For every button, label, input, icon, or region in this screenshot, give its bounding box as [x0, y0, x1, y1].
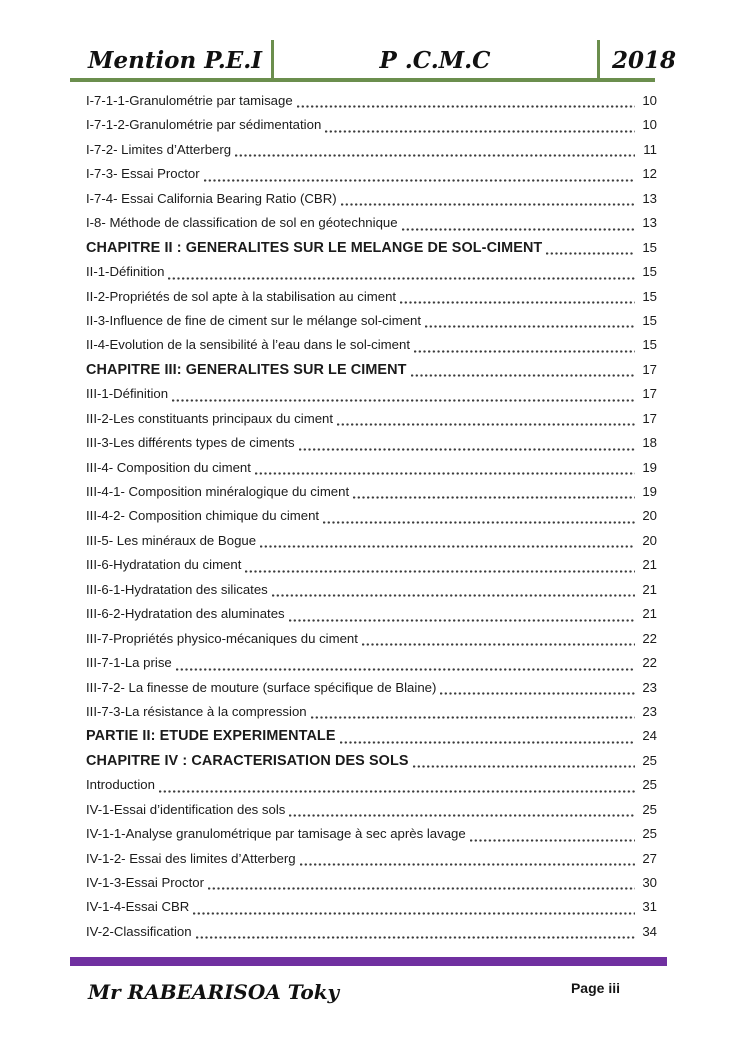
dot-leader — [168, 277, 635, 280]
toc-entry-page: 15 — [642, 264, 657, 280]
toc-entry-label: I-7-1-1-Granulométrie par tamisage — [86, 93, 293, 108]
header-rule — [70, 78, 655, 82]
dot-leader — [289, 814, 635, 817]
toc-entry — [86, 895, 657, 919]
toc-entry — [86, 773, 657, 797]
toc-entry-label: III-6-1-Hydratation des silicates — [86, 581, 268, 597]
toc-entry-page: 13 — [642, 190, 657, 206]
toc-entry-page: 25 — [642, 801, 657, 817]
toc-entry-label: I-7-1-2-Granulométrie par sédimentation — [86, 117, 322, 133]
dot-leader — [245, 570, 635, 573]
dot-leader — [402, 228, 635, 231]
dot-leader — [325, 130, 635, 133]
dot-leader — [400, 301, 635, 304]
toc-entry-page: 10 — [642, 117, 657, 133]
toc-entry-label: III-7-1-La prise — [86, 655, 172, 671]
toc-entry — [86, 724, 657, 748]
toc-entry-label: PARTIE II: ETUDE EXPERIMENTALE — [86, 728, 336, 745]
toc-entry — [86, 162, 657, 186]
toc-entry-page: 20 — [642, 508, 657, 524]
toc-entry-label: III-5- Les minéraux de Bogue — [86, 532, 257, 548]
dot-leader — [297, 105, 635, 108]
dot-leader — [208, 887, 635, 890]
toc-entry — [86, 700, 657, 724]
header-year: 2018 — [612, 47, 677, 74]
toc-entry-page: 12 — [642, 166, 657, 182]
toc-entry-page: 20 — [642, 532, 657, 548]
toc-entry — [86, 138, 657, 162]
toc-entry — [86, 431, 657, 455]
toc-entry — [86, 627, 657, 651]
dot-leader — [196, 936, 635, 939]
toc-entry-label: III-6-2-Hydratation des aluminates — [86, 606, 285, 622]
toc-entry — [86, 358, 657, 382]
toc-entry-page: 23 — [642, 679, 657, 695]
toc-entry-page: 22 — [642, 655, 657, 671]
toc-entry-page: 27 — [642, 850, 657, 866]
toc-list — [86, 89, 657, 944]
toc-entry-label: CHAPITRE III: GENERALITES SUR LE CIMENT — [86, 361, 407, 378]
toc-entry-label: III-4- Composition du ciment — [86, 459, 251, 475]
toc-entry — [86, 113, 657, 137]
dot-leader — [204, 179, 635, 182]
dot-leader — [341, 203, 635, 206]
toc-entry — [86, 480, 657, 504]
toc-entry — [86, 89, 657, 113]
toc-entry-page: 11 — [643, 141, 657, 157]
toc-entry-label: III-7-Propriétés physico-mécaniques du ciment — [86, 630, 358, 646]
dot-leader — [362, 643, 635, 646]
dot-leader — [260, 545, 635, 548]
toc-entry-label: III-2-Les constituants principaux du ciment — [86, 410, 334, 426]
toc-entry-page: 19 — [642, 484, 657, 499]
toc-entry — [86, 529, 657, 553]
toc-entry-label: CHAPITRE IV : CARACTERISATION DES SOLS — [86, 752, 409, 769]
toc-entry-label: I-7-2- Limites d’Atterberg — [86, 141, 232, 157]
toc-entry-label: IV-1-1-Analyse granulométrique par tamisage à sec après lavage — [86, 826, 466, 842]
toc-entry — [86, 798, 657, 822]
header-divider-right — [597, 40, 600, 78]
dot-leader — [159, 790, 635, 793]
toc-entry-label: II-1-Définition — [86, 264, 165, 280]
toc-entry-label: II-3-Influence de fine de ciment sur le mélange sol-ciment — [86, 312, 421, 328]
toc-entry — [86, 309, 657, 333]
toc-entry-page: 15 — [642, 312, 657, 328]
toc-entry — [86, 285, 657, 309]
toc-entry — [86, 749, 657, 773]
toc-entry-label: II-2-Propriétés de sol apte à la stabilisation au ciment — [86, 288, 397, 304]
toc-entry — [86, 382, 657, 406]
footer-author: Mr RABEARISOA Toky — [88, 980, 340, 1004]
toc-entry-label: IV-1-4-Essai CBR — [86, 899, 190, 915]
toc-entry — [86, 333, 657, 357]
toc-entry — [86, 553, 657, 577]
toc-entry — [86, 651, 657, 675]
toc-entry-page: 25 — [642, 777, 657, 793]
toc-entry-label: CHAPITRE II : GENERALITES SUR LE MELANGE DE SOL-CIMENT — [86, 239, 543, 256]
toc-entry-page: 10 — [642, 93, 657, 108]
dot-leader — [272, 594, 635, 597]
toc-entry-page: 17 — [642, 410, 657, 426]
toc-entry-page: 21 — [642, 581, 657, 597]
dot-leader — [235, 154, 635, 157]
footer-page-number: Page iii — [570, 980, 620, 996]
toc-entry-page: 15 — [642, 288, 657, 304]
dot-leader — [289, 619, 635, 622]
dot-leader — [323, 521, 635, 524]
toc-entry-label: IV-2-Classification — [86, 923, 192, 939]
toc-entry-label: IV-1-3-Essai Proctor — [86, 875, 204, 890]
toc-entry — [86, 187, 657, 211]
toc-entry-label: II-4-Evolution de la sensibilité à l’eau dans le sol-ciment — [86, 337, 410, 353]
dot-leader — [440, 692, 635, 695]
dot-leader — [300, 863, 635, 866]
toc-entry-label: I-7-3- Essai Proctor — [86, 166, 200, 182]
toc-entry-page: 19 — [642, 459, 657, 475]
dot-leader — [353, 496, 635, 499]
toc-entry-label: IV-1-Essai d’identification des sols — [86, 801, 286, 817]
toc-entry-page: 24 — [642, 728, 657, 744]
toc-entry — [86, 847, 657, 871]
dot-leader — [425, 325, 635, 328]
toc-entry-label: III-7-2- La finesse de mouture (surface spécifique de Blaine) — [86, 679, 437, 695]
toc-entry-label: III-4-2- Composition chimique du ciment — [86, 508, 320, 524]
toc-entry-label: I-7-4- Essai California Bearing Ratio (CBR) — [86, 190, 337, 206]
toc-entry-label: III-7-3-La résistance à la compression — [86, 703, 307, 719]
toc-entry-label: Introduction — [86, 777, 155, 793]
dot-leader — [414, 350, 635, 353]
toc-entry-page: 15 — [642, 337, 657, 353]
dot-leader — [411, 374, 635, 377]
dot-leader — [299, 448, 635, 451]
toc-entry-page: 30 — [642, 875, 657, 890]
dot-leader — [470, 839, 635, 842]
toc-entry-page: 18 — [642, 435, 657, 451]
toc-entry — [86, 578, 657, 602]
toc-entry-page: 25 — [642, 752, 657, 768]
toc-entry — [86, 456, 657, 480]
toc-entry-page: 22 — [642, 630, 657, 646]
header-mention: Mention P.E.I — [88, 47, 263, 74]
toc-entry — [86, 676, 657, 700]
dot-leader — [193, 912, 635, 915]
toc-entry-page: 25 — [642, 826, 657, 842]
toc-entry-label: III-1-Définition — [86, 386, 169, 402]
footer-bar — [70, 957, 667, 966]
dot-leader — [337, 423, 635, 426]
toc-entry — [86, 236, 657, 260]
toc-entry-page: 21 — [642, 557, 657, 573]
toc-entry-label: IV-1-2- Essai des limites d’Atterberg — [86, 850, 296, 866]
toc-entry-page: 17 — [642, 361, 657, 377]
dot-leader — [311, 716, 635, 719]
toc-entry-label: III-3-Les différents types de ciments — [86, 435, 295, 451]
dot-leader — [413, 765, 635, 768]
toc-entry — [86, 260, 657, 284]
dot-leader — [546, 252, 635, 255]
toc-entry-page: 34 — [642, 923, 657, 939]
toc-entry — [86, 822, 657, 846]
toc-entry — [86, 920, 657, 944]
toc-entry-page: 13 — [642, 215, 657, 231]
toc-entry-label: I-8- Méthode de classification de sol en géotechnique — [86, 215, 398, 231]
dot-leader — [255, 472, 635, 475]
toc-entry-label: III-4-1- Composition minéralogique du ciment — [86, 484, 350, 499]
dot-leader — [340, 741, 635, 744]
toc-entry-page: 23 — [642, 703, 657, 719]
toc-entry-page: 31 — [642, 899, 657, 915]
dot-leader — [176, 668, 635, 671]
toc-entry-label: III-6-Hydratation du ciment — [86, 557, 242, 573]
toc-entry — [86, 602, 657, 626]
dot-leader — [172, 399, 635, 402]
toc-entry — [86, 871, 657, 895]
toc-entry-page: 17 — [642, 386, 657, 402]
toc-entry-page: 21 — [642, 606, 657, 622]
toc-entry — [86, 407, 657, 431]
toc-entry — [86, 211, 657, 235]
toc-entry-page: 15 — [642, 239, 657, 255]
header-title: P .C.M.C — [379, 47, 491, 74]
header-divider-left — [271, 40, 274, 78]
toc-entry — [86, 504, 657, 528]
